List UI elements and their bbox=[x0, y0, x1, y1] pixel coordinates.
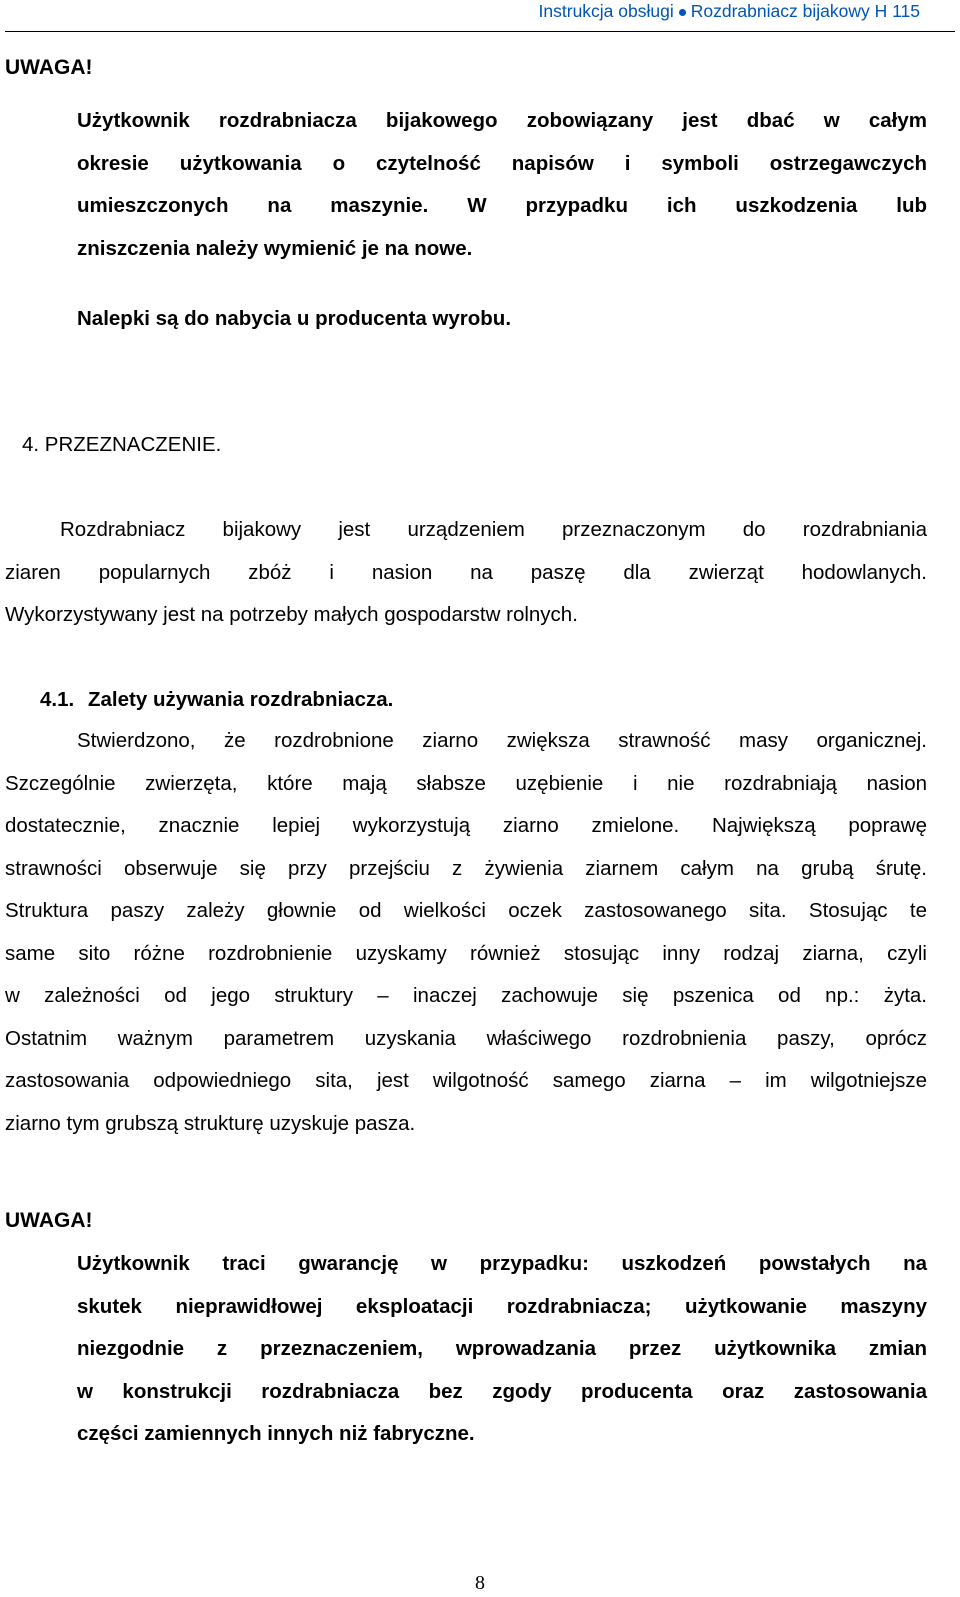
warning-line: Użytkownik traci gwarancję w przypadku: uszkodzeń powstałych na bbox=[77, 1252, 927, 1275]
warning-line: Użytkownik rozdrabniacza bijakowego zobowiązany jest dbać w całym bbox=[77, 109, 927, 132]
page-header bbox=[539, 0, 920, 22]
subsection-body bbox=[5, 720, 927, 1145]
body-line: Rozdrabniacz bijakowy jest urządzeniem przeznaczonym do rozdrabniania bbox=[60, 518, 927, 541]
warning-text bbox=[77, 1243, 927, 1456]
header-divider bbox=[5, 31, 955, 32]
body-line: Wykorzystywany jest na potrzeby małych gospodarstw rolnych. bbox=[5, 603, 578, 626]
subsection-number: 4.1. bbox=[40, 688, 75, 711]
page-number: 8 bbox=[475, 1572, 485, 1594]
warning-note: Nalepki są do nabycia u producenta wyrobu. bbox=[77, 307, 512, 330]
warning-line: niezgodnie z przeznaczeniem, wprowadzania przez użytkownika zmian bbox=[77, 1337, 927, 1360]
body-line: Ostatnim ważnym parametrem uzyskania właściwego rozdrobnienia paszy, oprócz bbox=[5, 1026, 927, 1050]
subsection-title: Zalety używania rozdrabniacza. bbox=[88, 688, 394, 711]
section-heading: 4. PRZEZNACZENIE. bbox=[22, 433, 222, 456]
warning-text bbox=[77, 100, 927, 270]
warning-line: skutek nieprawidłowej eksploatacji rozdrabniacza; użytkowanie maszyny bbox=[77, 1294, 927, 1318]
warning-title: UWAGA! bbox=[5, 56, 93, 79]
warning-line: okresie użytkowania o czytelność napisów i symboli ostrzegawczych bbox=[77, 151, 927, 175]
header-product-name: Rozdrabniacz bijakowy H 115 bbox=[690, 1, 920, 21]
bullet-icon bbox=[679, 9, 686, 16]
body-line: same sito różne rozdrobnienie uzyskamy również stosując inny rodzaj ziarna, czyli bbox=[5, 941, 927, 965]
body-line: Struktura paszy zależy głownie od wielkości oczek zastosowanego sita. Stosując te bbox=[5, 899, 927, 922]
warning-title: UWAGA! bbox=[5, 1209, 93, 1232]
warning-line: umieszczonych na maszynie. W przypadku ich uszkodzenia lub bbox=[77, 194, 927, 217]
body-line: Szczególnie zwierzęta, które mają słabsze uzębienie i nie rozdrabniają nasion bbox=[5, 771, 927, 795]
body-line: w zależności od jego struktury – inaczej zachowuje się pszenica od np.: żyta. bbox=[5, 984, 927, 1007]
body-line: strawności obserwuje się przy przejściu z żywienia ziarnem całym na grubą śrutę. bbox=[5, 856, 927, 880]
subsection-heading bbox=[40, 679, 393, 722]
warning-line: w konstrukcji rozdrabniacza bez zgody producenta oraz zastosowania bbox=[77, 1379, 927, 1403]
body-line: ziaren popularnych zbóż i nasion na paszę dla zwierząt hodowlanych. bbox=[5, 560, 927, 584]
warning-line: zniszczenia należy wymienić je na nowe. bbox=[77, 236, 473, 260]
section-body bbox=[5, 509, 927, 637]
body-line: Stwierdzono, że rozdrobnione ziarno zwiększa strawność masy organicznej. bbox=[77, 729, 927, 752]
warning-line: części zamiennych innych niż fabryczne. bbox=[77, 1422, 475, 1445]
header-manual-title: Instrukcja obsługi bbox=[538, 1, 674, 21]
body-line: dostatecznie, znacznie lepiej wykorzystują ziarno zmielone. Największą poprawę bbox=[5, 814, 927, 837]
body-line: zastosowania odpowiedniego sita, jest wilgotność samego ziarna – im wilgotniejsze bbox=[5, 1069, 927, 1092]
body-line: ziarno tym grubszą strukturę uzyskuje pasza. bbox=[5, 1111, 416, 1135]
